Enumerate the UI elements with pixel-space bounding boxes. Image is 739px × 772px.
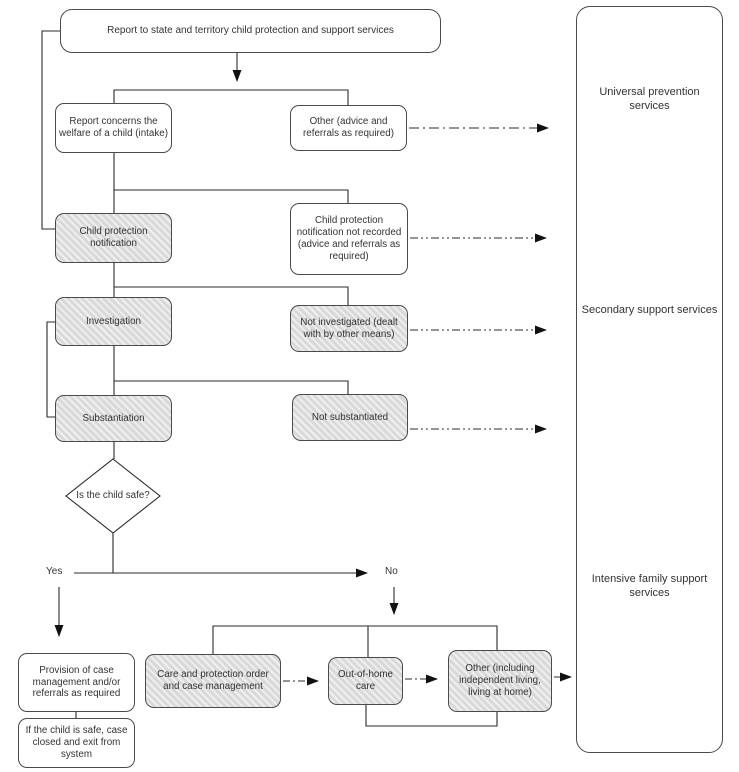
node-substantiation xyxy=(55,395,172,442)
node-out-of-home-label: Out-of-home care xyxy=(338,669,393,692)
sidebar-label-universal-prevention: Universal prevention services xyxy=(599,86,700,112)
node-substantiation-label: Substantiation xyxy=(82,412,145,424)
node-notification-not-recorded-label: Child protection notification not recorded (advice and referrals as required) xyxy=(296,215,402,262)
node-intake-label: Report concerns the welfare of a child (intake) xyxy=(59,116,168,139)
node-other-including xyxy=(448,650,552,712)
node-notification-not-recorded xyxy=(290,203,408,275)
node-other-advice-label: Other (advice and referrals as required) xyxy=(303,116,394,139)
node-investigation-label: Investigation xyxy=(85,315,141,327)
node-decision xyxy=(73,477,153,515)
node-not-substantiated xyxy=(292,394,408,441)
node-notification-label: Child protection notification xyxy=(79,226,148,249)
node-report xyxy=(60,9,441,53)
node-not-investigated-label: Not investigated (dealt with by other means) xyxy=(300,316,398,340)
node-not-substantiated-label: Not substantiated xyxy=(311,411,389,423)
node-other-including-label: Other (including independent living, living at home) xyxy=(459,663,541,698)
no-branch-label: No xyxy=(385,566,398,577)
node-case-closed-label: If the child is safe, case closed and exit from system xyxy=(25,725,128,760)
edge-split-substantiation xyxy=(114,346,348,395)
sidebar-label-intensive-family-support: Intensive family support services xyxy=(591,573,708,599)
node-out-of-home xyxy=(328,657,403,705)
node-decision-label: Is the child safe? xyxy=(76,489,150,501)
services-sidebar xyxy=(576,6,723,753)
node-provision-label: Provision of case management and/or referrals as required xyxy=(32,664,121,700)
node-intake xyxy=(55,103,172,153)
yes-branch-label: Yes xyxy=(46,566,63,577)
node-case-closed xyxy=(18,718,135,768)
edge-feedback-substantiation-investigation xyxy=(47,322,55,417)
node-care-order-label: Care and protection order and case management xyxy=(157,669,269,692)
sidebar-label-secondary-support: Secondary support services xyxy=(581,304,718,316)
node-investigation xyxy=(55,297,172,346)
node-notification xyxy=(55,213,172,263)
node-not-investigated xyxy=(290,305,408,352)
node-other-advice xyxy=(290,105,407,151)
node-report-label: Report to state and territory child protection and support services xyxy=(107,24,394,36)
node-care-order xyxy=(145,654,281,708)
node-provision xyxy=(18,653,135,712)
